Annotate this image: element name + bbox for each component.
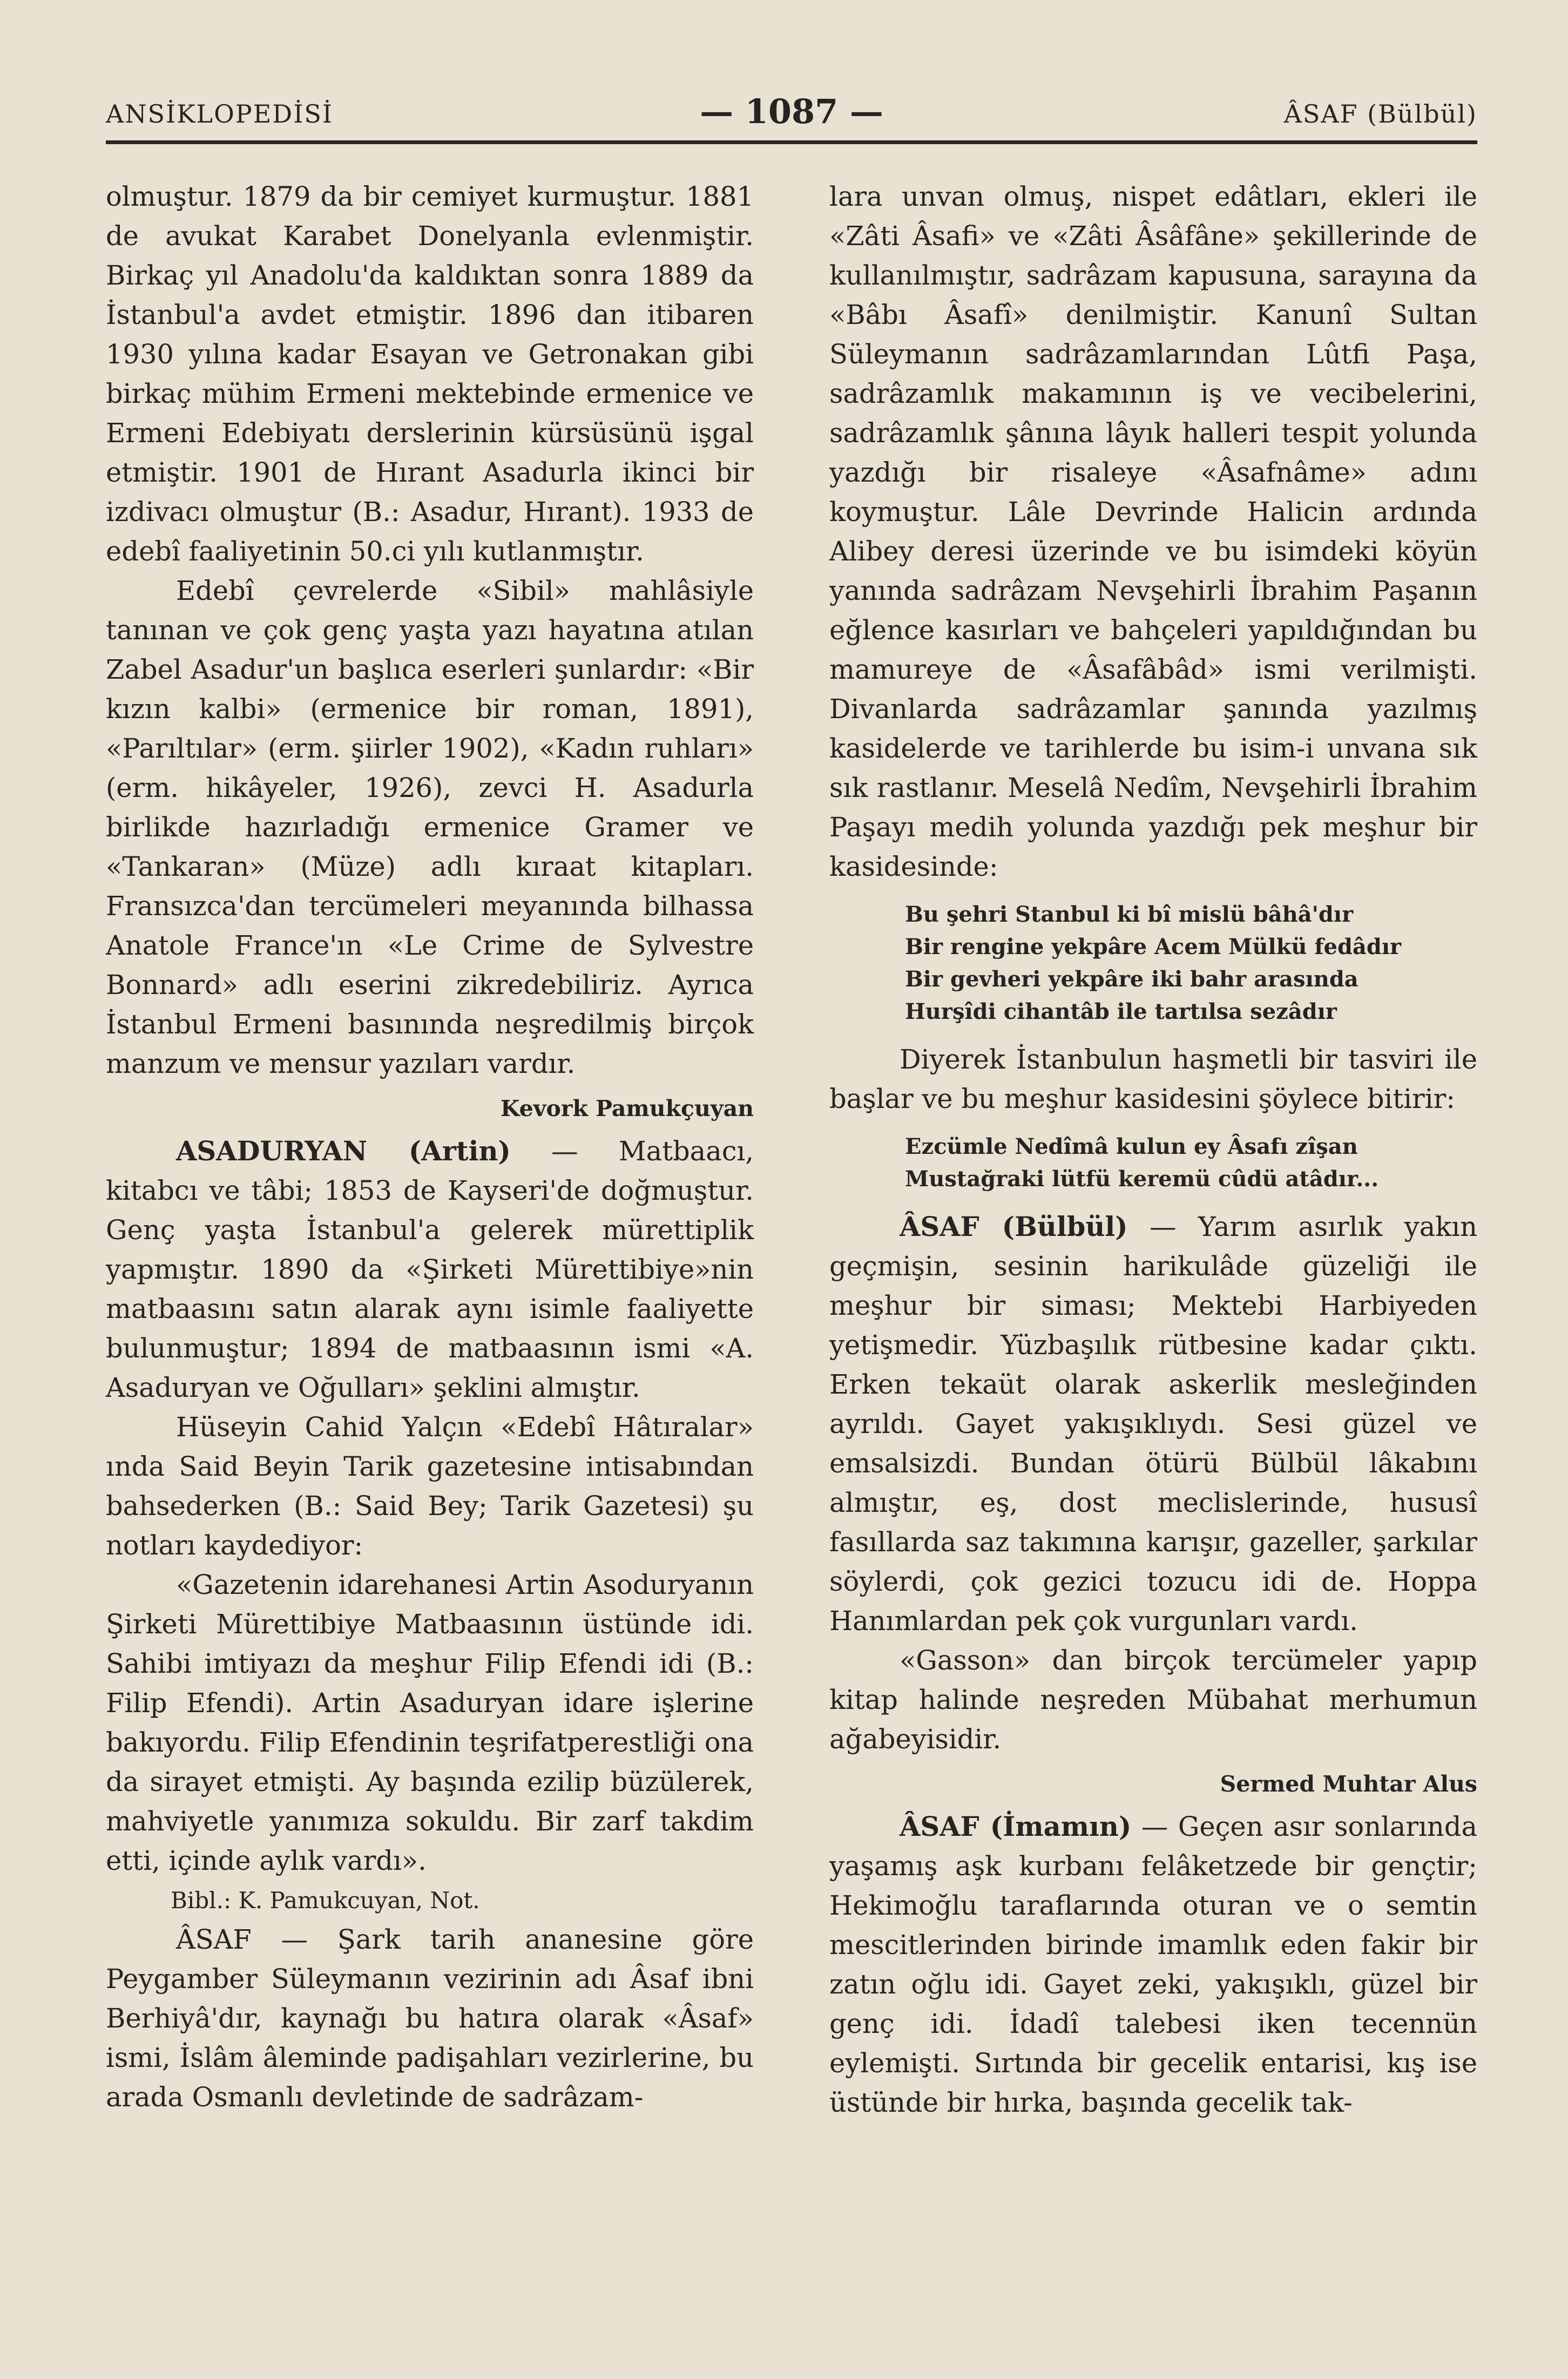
paragraph: olmuştur. 1879 da bir cemiyet kurmuştur. 1881 de avukat Karabet Donelyanla evlenmiştir. Birkaç yıl Anadolu'da kaldıktan sonra 1889 da İstanbul'a avdet etmiştir. 1896 dan itibaren 1930 yılına kadar Esayan ve Getronakan gibi birkaç mühim Ermeni mektebinde ermenice ve Ermeni Edebiyatı derslerinin kürsüsünü işgal etmiştir. 1901 de Hırant Asadurla ikinci bir izdivacı olmuştur (B.: Asadur, Hırant). 1933 de edebî faaliyetinin 50.ci yılı kutlanmıştır. — [106, 181, 754, 567]
bibliography: Bibl.: K. Pamukcuyan, Not. — [171, 1887, 480, 1914]
entry-asaduryan — [106, 1132, 754, 1408]
verse-line: Hurşîdi cihantâb ile tartılsa sezâdır — [905, 999, 1337, 1024]
paragraph: «Gazetenin idarehanesi Artin Asoduryanın Şirketi Mürettibiye Matbaasının üstünde idi. Sahibi imtiyazı da meşhur Filip Efendi idi (B.: Filip Efendi). Artin Asaduryan idare işlerine bakıyordu. Filip Efendinin teşrifatperestliği ona da sirayet etmişti. Ay başında ezilip büzülerek, mahviyetle yanımıza sokuldu. Bir zarf takdim etti, içinde aylık vardı». — [106, 1569, 754, 1876]
header-right: ÂSAF (Bülbül) — [1283, 99, 1477, 129]
paragraph: Diyerek İstanbulun haşmetli bir tasviri ile başlar ve bu meşhur kasidesini şöylece bitirir: — [829, 1044, 1477, 1114]
left-column — [106, 177, 754, 2117]
right-column — [829, 177, 1477, 2123]
entry-asaf-imamin — [829, 1807, 1477, 2123]
entry-text: — Geçen asır sonlarında yaşamış aşk kurbanı felâketzede bir gençtir; Hekimoğlu taraflarında oturan ve o semtin mescitlerinden birinde imamlık eden fakir bir zatın oğlu idi. Gayet zeki, yakışıklı, güzel bir genç idi. İdadî talebesi iken tecennün eylemişti. Sırtında bir gecelik entarisi, kış ise üstünde bir hırka, başında gecelik tak- — [829, 1811, 1477, 2118]
entry-headword: ÂSAF — [176, 1924, 252, 1955]
verse-block — [905, 1131, 1477, 1195]
verse-line: Bir gevheri yekpâre iki bahr arasında — [905, 967, 1359, 992]
entry-headword: ASADURYAN (Artin) — [176, 1136, 511, 1167]
verse-line: Mustağraki lütfü keremü cûdü atâdır... — [905, 1166, 1379, 1192]
entry-asaf-bulbul — [829, 1207, 1477, 1641]
header-left: ANSİKLOPEDİSİ — [106, 99, 334, 129]
entry-text: — Şark tarih ananesine göre Peygamber Süleymanın vezirinin adı Âsaf ibni Berhiyâ'dır, kaynağı bu hatıra olarak «Âsaf» ismi, İslâm âleminde padişahları vezirlerine, bu arada Osmanlı devletinde de sadrâzam- — [106, 1924, 754, 2113]
verse-line: Bir rengine yekpâre Acem Mülkü fedâdır — [905, 934, 1402, 959]
entry-text: — Matbaacı, kitabcı ve tâbi; 1853 de Kayseri'de doğmuştur. Genç yaşta İstanbul'a gelerek mürettiplik yapmıştır. 1890 da «Şirketi Mürettibiye»nin matbaasını satın alarak aynı isimle faaliyette bulunmuştur; 1894 de matbaasının ismi «A. Asaduryan ve Oğulları» şeklini almıştır. — [106, 1136, 754, 1403]
author-signature: Kevork Pamukçuyan — [500, 1096, 754, 1121]
author-signature: Sermed Muhtar Alus — [1220, 1771, 1477, 1797]
entry-text: — Yarım asırlık yakın geçmişin, sesinin harikulâde güzeliği ile meşhur bir siması; Mektebi Harbiyeden yetişmedir. Yüzbaşılık rütbesine kadar çıktı. Erken tekaüt olarak askerlik mesleğinden ayrıldı. Gayet yakışıklıydı. Sesi güzel ve emsalsizdi. Bundan ötürü Bülbül lâkabını almıştır, eş, dost meclislerinde, hususî fasıllarda saz takımına karışır, gazeller, şarkılar söylerdi, çok gezici tozucu idi de. Hoppa Hanımlardan pek çok vurgunları vardı. — [829, 1211, 1477, 1637]
paragraph: Hüseyin Cahid Yalçın «Edebî Hâtıralar» ında Said Beyin Tarik gazetesine intisabından bahsederken (B.: Said Bey; Tarik Gazetesi) şu notları kaydediyor: — [106, 1411, 754, 1561]
paragraph: Edebî çevrelerde «Sibil» mahlâsiyle tanınan ve çok genç yaşta yazı hayatına atılan Zabel Asadur'un başlıca eserleri şunlardır: «Bir kızın kalbi» (ermenice bir roman, 1891), «Parıltılar» (erm. şiirler 1902), «Kadın ruhları» (erm. hikâyeler, 1926), zevci H. Asadurla birlikde hazırladığı ermenice Gramer ve «Tankaran» (Müze) adlı kıraat kitapları. Fransızca'dan tercümeleri meyanında bilhassa Anatole France'ın «Le Crime de Sylvestre Bonnard» adlı eserini zikredebiliriz. Ayrıca İstanbul Ermeni basınında neşredilmiş birçok manzum ve mensur yazıları vardır. — [106, 575, 754, 1079]
running-header — [106, 92, 1477, 144]
verse-block — [905, 898, 1477, 1028]
page-number: — 1087 — — [700, 92, 883, 131]
verse-line: Bu şehri Stanbul ki bî mislü bâhâ'dır — [905, 902, 1354, 927]
paragraph: «Gasson» dan birçok tercümeler yapıp kitap halinde neşreden Mübahat merhumun ağabeyisidir. — [829, 1645, 1477, 1755]
entry-asaf — [106, 1920, 754, 2117]
verse-line: Ezcümle Nedîmâ kulun ey Âsafı zîşan — [905, 1134, 1358, 1159]
paragraph: lara unvan olmuş, nispet edâtları, ekleri ile «Zâti Âsafi» ve «Zâti Âsâfâne» şekillerinde de kullanılmıştır, sadrâzam kapusuna, sarayına da «Bâbı Âsafî» denilmiştir. Kanunî Sultan Süleymanın sadrâzamlarından Lûtfi Paşa, sadrâzamlık makamının iş ve vecibelerini, sadrâzamlık şânına lâyık halleri tespit yolunda yazdığı bir risaleye «Âsafnâme» adını koymuştur. Lâle Devrinde Halicin ardında Alibey deresi üzerinde ve bu isimdeki köyün yanında sadrâzam Nevşehirli İbrahim Paşanın eğlence kasırları ve bahçeleri yapıldığından bu mamureye de «Âsafâbâd» ismi verilmişti. Divanlarda sadrâzamlar şanında yazılmış kasidelerde ve tarihlerde bu isim-i unvana sık sık rastlanır. Meselâ Nedîm, Nevşehirli İbrahim Paşayı medih yolunda yazdığı pek meşhur bir kasidesinde: — [829, 181, 1477, 882]
entry-headword: ÂSAF (İmamın) — [900, 1811, 1132, 1842]
entry-headword: ÂSAF (Bülbül) — [900, 1211, 1128, 1242]
